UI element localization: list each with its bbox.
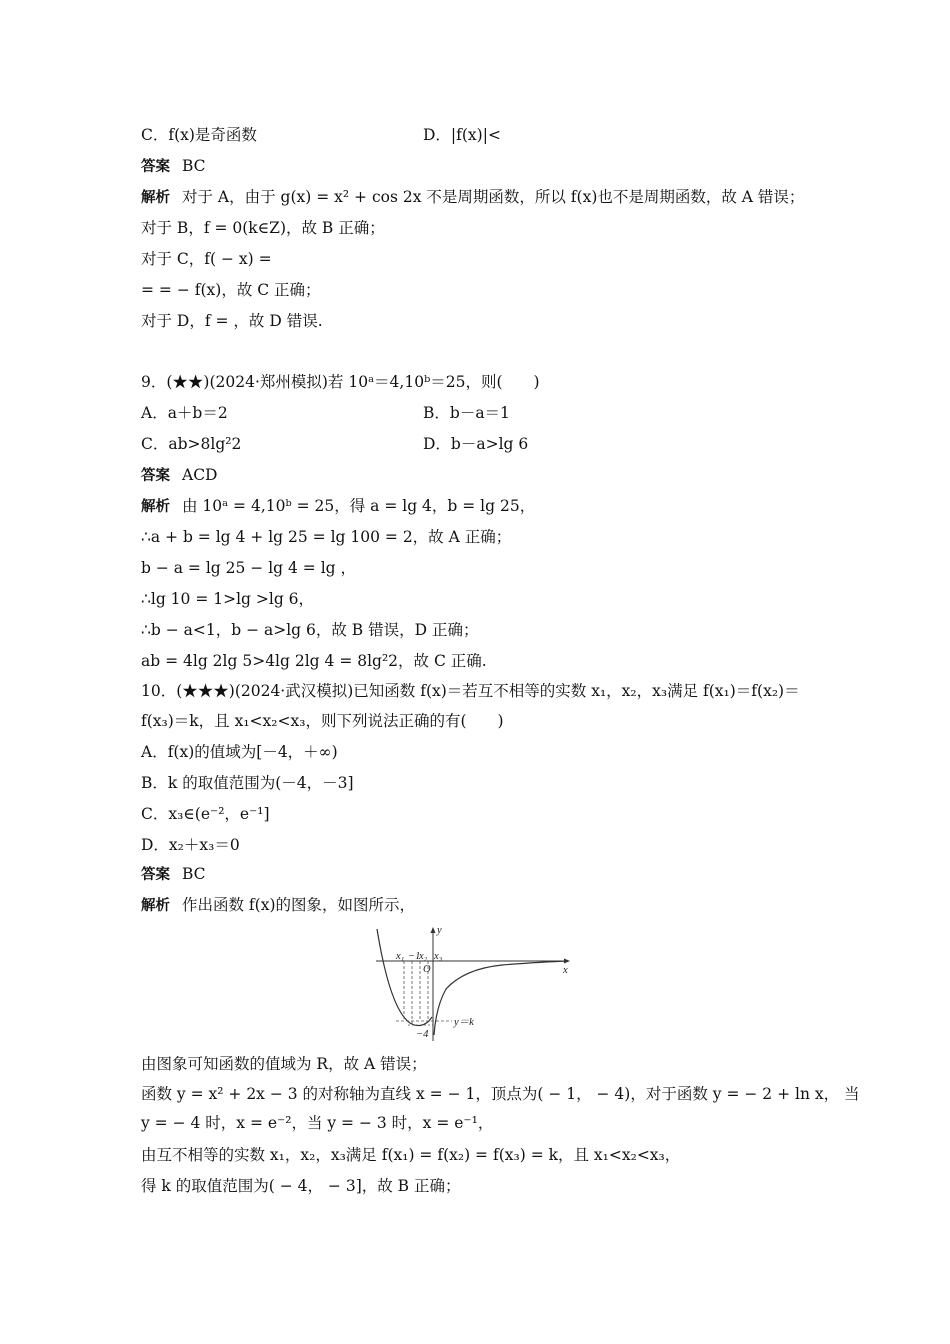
q9-option-a: A．a＋b＝2 <box>141 404 228 422</box>
q10-analysis-line-4: 由互不相等的实数 x₁，x₂，x₃满足 f(x₁) = f(x₂) = f(x₃) = k，且 x₁<x₂<x₃， <box>141 1146 681 1164</box>
parabola-curve <box>377 929 432 1026</box>
label-y-equals-k: y＝k <box>454 1017 474 1028</box>
q8-analysis-line-1: 解析 对于 A，由于 g(x) = x² + cos 2x 不是周期函数，所以 f(x)也不是周期函数，故 A 错误； <box>141 188 805 206</box>
q8-answer-line <box>141 155 206 178</box>
analysis-label: 解析 <box>141 898 170 914</box>
q10-answer-line <box>141 863 206 886</box>
q9-option-b: B．b－a＝1 <box>423 404 510 422</box>
q10-option-b: B．k 的取值范围为(－4，－3] <box>141 774 354 792</box>
q9-option-d: D．b－a>lg 6 <box>423 435 529 453</box>
q10-analysis-line-5: 得 k 的取值范围为( − 4， − 3]，故 B 正确； <box>141 1177 461 1195</box>
function-graph-figure <box>372 925 578 1043</box>
q10-analysis-line-2: 函数 y = x² + 2x − 3 的对称轴为直线 x = − 1，顶点为( − 1， − 4)，对于函数 y = − 2 + ln x， 当 <box>141 1085 860 1103</box>
q9-answer: ACD <box>182 466 218 484</box>
q10-answer: BC <box>182 865 206 883</box>
q10-analysis-line-3: y = − 4 时，x = e⁻²，当 y = − 3 时，x = e⁻¹， <box>141 1114 494 1132</box>
q10-stem-line-2: f(x₃)＝k，且 x₁<x₂<x₃，则下列说法正确的有( ) <box>141 712 504 730</box>
q10-analysis-line-1: 由图象可知函数的值域为 R，故 A 错误； <box>141 1055 427 1073</box>
q9-analysis-line-1: 解析 由 10ᵃ = 4,10ᵇ = 25，得 a = lg 4，b = lg 25， <box>141 497 536 515</box>
q9-answer-line <box>141 464 217 487</box>
q10-option-c: C．x₃∈(e⁻²，e⁻¹] <box>141 805 270 823</box>
label-x1: x₁ <box>396 951 405 962</box>
analysis-label: 解析 <box>141 190 170 206</box>
q9-analysis-line-4: ∴lg 10 = 1>lg >lg 6， <box>141 590 315 608</box>
q10-stem-line-1: 10．(★★★)(2024·武汉模拟)已知函数 f(x)＝若互不相等的实数 x₁，x₂，x₃满足 f(x₁)＝f(x₂)＝ <box>141 682 800 700</box>
answer-label: 答案 <box>141 159 170 175</box>
q10-option-a: A．f(x)的值域为[－4，＋∞) <box>141 743 338 761</box>
q9-option-c: C．ab>8lg²2 <box>141 435 242 453</box>
label-y-axis: y <box>437 925 442 936</box>
label-x-axis: x <box>563 965 568 976</box>
y-axis-arrow-icon <box>431 927 436 933</box>
q9-stem: 9．(★★)(2024·郑州模拟)若 10ᵃ＝4,10ᵇ＝25，则( ) <box>141 373 540 391</box>
answer-label: 答案 <box>141 468 170 484</box>
label-x2: x₂ <box>419 951 428 962</box>
answer-label: 答案 <box>141 867 170 883</box>
q10-option-d: D．x₂＋x₃＝0 <box>141 836 240 854</box>
q9-analysis-line-3: b − a = lg 25 − lg 4 = lg ， <box>141 559 357 577</box>
label-x3: x₃ <box>434 951 443 962</box>
q8-analysis-line-4: = = − f(x)，故 C 正确； <box>141 281 321 299</box>
q8-analysis-line-3: 对于 C，f( − x) = <box>141 250 272 268</box>
q10-analysis-intro: 解析 作出函数 f(x)的图象，如图所示， <box>141 896 416 914</box>
label-origin: O <box>423 964 431 975</box>
q8-option-d: D．|f(x)|< <box>423 126 501 144</box>
q9-analysis-line-2: ∴a + b = lg 4 + lg 25 = lg 100 = 2，故 A 正确； <box>141 528 512 546</box>
q8-option-c: C．f(x)是奇函数 <box>141 126 257 144</box>
q8-answer: BC <box>182 157 206 175</box>
q9-analysis-line-6: ab = 4lg 2lg 5>4lg 2lg 4 = 8lg²2，故 C 正确. <box>141 652 487 670</box>
q8-analysis-line-2: 对于 B，f = 0(k∈Z)，故 B 正确； <box>141 219 385 237</box>
label-minus-1: −1 <box>408 951 421 962</box>
q8-analysis-line-5: 对于 D，f = ，故 D 错误. <box>141 312 323 330</box>
analysis-label: 解析 <box>141 499 170 515</box>
q9-analysis-line-5: ∴b − a<1，b − a>lg 6，故 B 错误，D 正确； <box>141 621 479 639</box>
label-minus-4: −4 <box>416 1029 429 1040</box>
